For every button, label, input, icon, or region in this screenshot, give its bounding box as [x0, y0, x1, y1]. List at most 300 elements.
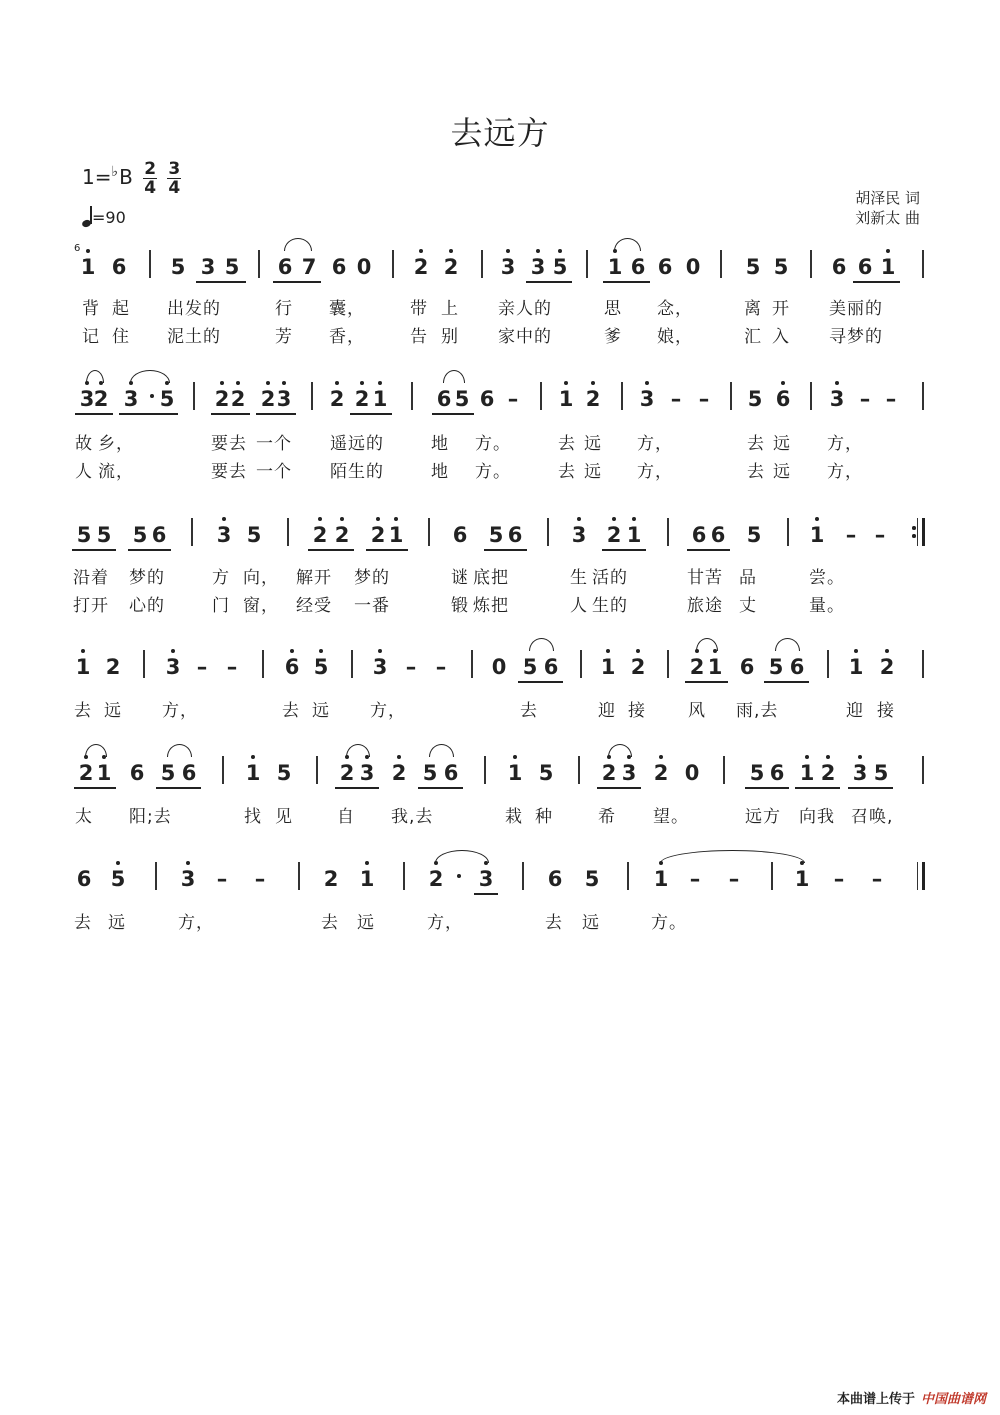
- lyric-syllable: 方，: [178, 913, 214, 933]
- final-bar-line: [917, 518, 926, 546]
- lyric-syllable: 出发的: [167, 299, 221, 319]
- bar-line: [578, 756, 580, 784]
- note: 2: [365, 522, 391, 548]
- lyric-syllable: 乡，: [98, 434, 134, 454]
- bar-line: [481, 250, 483, 278]
- lyric-syllable: 陌生的: [330, 462, 384, 482]
- note: 5: [538, 761, 554, 785]
- footer: [837, 1388, 986, 1407]
- note: 6: [770, 386, 796, 412]
- lyric-syllable: 远: [108, 913, 126, 933]
- note: 2: [596, 760, 622, 786]
- lyric-syllable: 雨,去: [736, 701, 779, 721]
- note: 3: [824, 386, 850, 412]
- bar-line: [298, 862, 300, 890]
- bar-line: [522, 862, 524, 890]
- lyric-syllable: 去: [74, 913, 92, 933]
- lyric-syllable: 接: [628, 701, 646, 721]
- lyric-syllable: 人: [75, 462, 93, 482]
- note: 5: [746, 523, 762, 547]
- note: 2: [423, 866, 449, 892]
- note: 6: [111, 255, 127, 279]
- note: 1: [367, 386, 393, 412]
- bar-line: [540, 382, 542, 410]
- note: 2: [105, 655, 121, 679]
- note: 5: [747, 387, 763, 411]
- note: 3: [118, 386, 144, 412]
- bar-line: [730, 382, 732, 410]
- note: 3: [473, 866, 499, 892]
- augmentation-dot: [457, 874, 461, 878]
- eighth-underline: [848, 787, 893, 789]
- key-prefix: 1=: [82, 165, 112, 189]
- note: 3: [200, 255, 216, 279]
- eighth-underline: [484, 549, 527, 551]
- note: 2: [874, 654, 900, 680]
- note: 6: [543, 655, 559, 679]
- lyric-syllable: 汇: [744, 327, 762, 347]
- lyric-syllable: 迎: [598, 701, 616, 721]
- lyric-syllable: 召唤,: [851, 807, 894, 827]
- note: 5: [745, 255, 761, 279]
- note: 1: [75, 254, 101, 280]
- lyric-syllable: 一番: [354, 596, 390, 616]
- bar-line: [411, 382, 413, 410]
- bar-line: [720, 250, 722, 278]
- eighth-underline: [211, 413, 250, 415]
- bar-line: [258, 250, 260, 278]
- bar-line: [149, 250, 151, 278]
- lyric-syllable: 窗，: [243, 596, 279, 616]
- bar-line: [547, 518, 549, 546]
- dash-extension: –: [196, 655, 208, 679]
- bar-line: [922, 756, 924, 784]
- eighth-underline: [764, 681, 809, 683]
- final-bar-line: [917, 862, 926, 890]
- eighth-underline: [432, 413, 474, 415]
- notation-system: [0, 852, 1000, 912]
- note: 6: [452, 523, 468, 547]
- slur-arc: [284, 238, 312, 251]
- lyric-syllable: 要去: [211, 462, 247, 482]
- note: 5: [96, 523, 112, 547]
- lyric-syllable: 去: [74, 701, 92, 721]
- footer-text: 本曲谱上传于: [836, 1392, 915, 1407]
- dash-extension: –: [859, 387, 871, 411]
- lyric-line: [0, 429, 1000, 455]
- note: 2: [329, 522, 355, 548]
- note: 6: [739, 655, 755, 679]
- dash-extension: –: [254, 867, 266, 891]
- note: 1: [804, 522, 830, 548]
- bar-line: [810, 250, 812, 278]
- lyric-syllable: 风: [688, 701, 706, 721]
- note: 5: [522, 655, 538, 679]
- eighth-underline: [597, 787, 641, 789]
- eighth-underline: [256, 413, 296, 415]
- note: 6: [547, 867, 563, 891]
- dash-extension: –: [507, 387, 519, 411]
- lyric-syllable: 去: [545, 913, 563, 933]
- lyric-syllable: 芳: [275, 327, 293, 347]
- lyric-syllable: 方，: [370, 701, 406, 721]
- note: 3: [566, 522, 592, 548]
- note: 3: [616, 760, 642, 786]
- slur-arc: [346, 744, 370, 757]
- bar-line: [222, 756, 224, 784]
- slur-arc: [435, 850, 489, 863]
- note: 3: [211, 522, 237, 548]
- bar-line: [667, 518, 669, 546]
- eighth-underline: [366, 549, 408, 551]
- bar-line: [580, 650, 582, 678]
- dash-extension: –: [216, 867, 228, 891]
- site-logo: 中国曲谱网: [920, 1392, 986, 1407]
- lyric-syllable: 希: [598, 807, 616, 827]
- note: 2: [323, 867, 339, 891]
- note: 2: [815, 760, 841, 786]
- lyric-syllable: 远方: [745, 807, 781, 827]
- bar-line: [771, 862, 773, 890]
- lyric-syllable: 方。: [651, 913, 687, 933]
- lyric-syllable: 囊，: [329, 299, 365, 319]
- slur-arc: [86, 370, 104, 383]
- lyric-syllable: 远: [584, 434, 602, 454]
- bar-line: [484, 756, 486, 784]
- lyric-syllable: 我,去: [391, 807, 434, 827]
- lyric-syllable: 远: [357, 913, 375, 933]
- lyric-syllable: 迎: [846, 701, 864, 721]
- eighth-underline: [156, 787, 201, 789]
- lyric-syllable: 经受: [296, 596, 332, 616]
- notation-system: [0, 240, 1000, 300]
- note: 5: [276, 761, 292, 785]
- slur-arc: [429, 744, 454, 757]
- note: 5: [154, 386, 180, 412]
- lyric-syllable: 开: [772, 299, 790, 319]
- lyric-syllable: 遥远的: [330, 434, 384, 454]
- lyric-syllable: 泥土的: [167, 327, 221, 347]
- bar-line: [392, 250, 394, 278]
- slur-arc: [775, 638, 800, 651]
- lyric-syllable: 品: [739, 568, 757, 588]
- lyric-syllable: 锻: [451, 596, 469, 616]
- lyric-syllable: 种: [535, 807, 553, 827]
- lyric-syllable: 地: [431, 434, 449, 454]
- lyric-syllable: 梦的: [129, 568, 165, 588]
- lyric-syllable: 上: [441, 299, 459, 319]
- lyric-syllable: 方。: [475, 434, 511, 454]
- lyric-syllable: 行: [275, 299, 293, 319]
- note: 2: [684, 654, 710, 680]
- eighth-underline: [418, 787, 463, 789]
- lyric-syllable: 方，: [637, 434, 673, 454]
- note: 7: [301, 255, 317, 279]
- note: 6: [710, 523, 726, 547]
- lyric-syllable: 方，: [427, 913, 463, 933]
- note: 3: [271, 386, 297, 412]
- pickup-note: 6: [74, 243, 81, 254]
- note: 1: [354, 866, 380, 892]
- lyric-line: [0, 696, 1000, 722]
- tempo-eq: =: [92, 208, 106, 227]
- lyric-syllable: 活的: [592, 568, 628, 588]
- lyric-syllable: 方，: [827, 462, 863, 482]
- bar-line: [723, 756, 725, 784]
- eighth-underline: [603, 281, 650, 283]
- lyric-syllable: 打开: [73, 596, 109, 616]
- key-signature: [82, 160, 181, 197]
- note: 1: [553, 386, 579, 412]
- eighth-underline: [74, 787, 116, 789]
- note: 6: [279, 654, 305, 680]
- lyric-line: [0, 591, 1000, 617]
- note: 1: [595, 654, 621, 680]
- bar-line: [627, 862, 629, 890]
- lyric-syllable: 别: [441, 327, 459, 347]
- note: 3: [525, 254, 551, 280]
- time-signature-2-4: $\frac{2}{4}$: [144, 159, 157, 198]
- note: 1: [502, 760, 528, 786]
- note: 1: [383, 522, 409, 548]
- note: 5: [584, 867, 600, 891]
- lyric-syllable: 一个: [256, 462, 292, 482]
- lyric-syllable: 接: [877, 701, 895, 721]
- note: 2: [73, 760, 99, 786]
- note: 5: [105, 866, 131, 892]
- note: 6: [691, 523, 707, 547]
- note: 2: [625, 654, 651, 680]
- lyric-syllable: 自: [337, 807, 355, 827]
- notation-system: [0, 508, 1000, 568]
- lyric-syllable: 思: [604, 299, 622, 319]
- dash-extension: –: [698, 387, 710, 411]
- note: 5: [773, 255, 789, 279]
- eighth-underline: [853, 281, 900, 283]
- lyric-syllable: 门: [212, 596, 230, 616]
- lyric-syllable: 故: [75, 434, 93, 454]
- lyric-syllable: 念，: [657, 299, 693, 319]
- note: 2: [209, 386, 235, 412]
- lyric-syllable: 阳;去: [129, 807, 172, 827]
- bar-line: [922, 382, 924, 410]
- eighth-underline: [128, 549, 171, 551]
- note: 2: [386, 760, 412, 786]
- note: 3: [74, 386, 100, 412]
- eighth-underline: [518, 681, 563, 683]
- eighth-underline: [602, 549, 646, 551]
- eighth-underline: [335, 787, 379, 789]
- tempo-marking: [82, 205, 126, 227]
- note: 2: [438, 254, 464, 280]
- lyric-syllable: 远: [104, 701, 122, 721]
- lyric-syllable: 太: [75, 807, 93, 827]
- key-note: B: [119, 165, 133, 189]
- lyric-syllable: 家中的: [498, 327, 552, 347]
- lyric-syllable: 美丽的: [829, 299, 883, 319]
- dash-extension: –: [833, 867, 845, 891]
- note: 0: [491, 655, 507, 679]
- lyric-syllable: 找: [244, 807, 262, 827]
- note: 5: [246, 523, 262, 547]
- note: 6: [630, 255, 646, 279]
- note: 2: [334, 760, 360, 786]
- lyric-syllable: 望。: [653, 807, 689, 827]
- dash-extension: –: [435, 655, 447, 679]
- lyric-line: [0, 908, 1000, 934]
- lyric-syllable: 炼把: [473, 596, 509, 616]
- lyric-syllable: 生的: [592, 596, 628, 616]
- eighth-underline: [196, 281, 246, 283]
- lyric-line: [0, 457, 1000, 483]
- quarter-note-icon: [82, 205, 92, 227]
- note: 6: [789, 655, 805, 679]
- lyric-syllable: 远: [582, 913, 600, 933]
- note: 1: [843, 654, 869, 680]
- note: 5: [422, 761, 438, 785]
- note: 6: [151, 523, 167, 547]
- lyric-syllable: 去: [558, 462, 576, 482]
- note: 3: [634, 386, 660, 412]
- bar-line: [586, 250, 588, 278]
- lyric-syllable: 远: [773, 434, 791, 454]
- dash-extension: –: [871, 867, 883, 891]
- lyric-syllable: 去: [558, 434, 576, 454]
- eighth-underline: [273, 281, 321, 283]
- slur-arc: [614, 238, 641, 251]
- bar-line: [827, 650, 829, 678]
- flat-sign: ♭: [111, 164, 119, 180]
- bar-line: [471, 650, 473, 678]
- eighth-underline: [75, 413, 113, 415]
- page-title: 去远方: [450, 114, 550, 152]
- note: 6: [443, 761, 459, 785]
- note: 2: [601, 522, 627, 548]
- lyric-syllable: 寻梦的: [829, 327, 883, 347]
- notation-system: [0, 746, 1000, 806]
- note: 6: [479, 387, 495, 411]
- dash-extension: –: [689, 867, 701, 891]
- bar-line: [922, 650, 924, 678]
- notation-system: [0, 640, 1000, 700]
- note: 6: [331, 255, 347, 279]
- slur-arc: [443, 370, 465, 383]
- note: 2: [408, 254, 434, 280]
- note: 3: [495, 254, 521, 280]
- bar-line: [262, 650, 264, 678]
- note: 3: [160, 654, 186, 680]
- lyric-syllable: 梦的: [354, 568, 390, 588]
- dash-extension: –: [845, 523, 857, 547]
- lyric-syllable: 离: [744, 299, 762, 319]
- note: 2: [225, 386, 251, 412]
- eighth-underline: [474, 893, 498, 895]
- bar-line: [155, 862, 157, 890]
- eighth-underline: [795, 787, 840, 789]
- bar-line: [667, 650, 669, 678]
- note: 3: [175, 866, 201, 892]
- dash-extension: –: [405, 655, 417, 679]
- dash-extension: –: [874, 523, 886, 547]
- lyric-syllable: 方，: [162, 701, 198, 721]
- note: 1: [794, 760, 820, 786]
- note: 0: [685, 255, 701, 279]
- note: 1: [875, 254, 901, 280]
- lyric-syllable: 流，: [98, 462, 134, 482]
- note: 5: [488, 523, 504, 547]
- slur-arc: [608, 744, 632, 757]
- eighth-underline: [119, 413, 178, 415]
- lyric-syllable: 方。: [475, 462, 511, 482]
- note: 2: [349, 386, 375, 412]
- lyricist-credit: 胡泽民 词: [855, 189, 920, 207]
- lyric-syllable: 住: [112, 327, 130, 347]
- note: 1: [70, 654, 96, 680]
- lyric-syllable: 去: [282, 701, 300, 721]
- bar-line: [193, 382, 195, 410]
- slur-arc: [85, 744, 107, 757]
- note: 2: [255, 386, 281, 412]
- note: 2: [648, 760, 674, 786]
- lyric-syllable: 丈: [739, 596, 757, 616]
- time-signature-3-4: $\frac{3}{4}$: [168, 159, 181, 198]
- lyric-syllable: 生: [570, 568, 588, 588]
- note: 5: [873, 761, 889, 785]
- lyric-syllable: 心的: [129, 596, 165, 616]
- note: 1: [602, 254, 628, 280]
- bar-line: [403, 862, 405, 890]
- note: 5: [768, 655, 784, 679]
- eighth-underline: [745, 787, 789, 789]
- lyric-syllable: 沿着: [73, 568, 109, 588]
- note: 5: [170, 255, 186, 279]
- note: 6: [181, 761, 197, 785]
- note: 3: [847, 760, 873, 786]
- lyric-syllable: 方，: [827, 434, 863, 454]
- note: 5: [308, 654, 334, 680]
- bar-line: [810, 382, 812, 410]
- note: 6: [277, 255, 293, 279]
- bar-line: [428, 518, 430, 546]
- note: 5: [132, 523, 148, 547]
- lyric-line: [0, 802, 1000, 828]
- lyric-syllable: 娘，: [657, 327, 693, 347]
- lyric-syllable: 带: [410, 299, 428, 319]
- note: 6: [129, 761, 145, 785]
- lyric-syllable: 方，: [637, 462, 673, 482]
- lyric-syllable: 香，: [329, 327, 365, 347]
- note: 6: [507, 523, 523, 547]
- lyric-syllable: 去: [321, 913, 339, 933]
- lyric-syllable: 去: [747, 462, 765, 482]
- note: 5: [749, 761, 765, 785]
- bar-line: [287, 518, 289, 546]
- lyric-syllable: 记: [82, 327, 100, 347]
- slur-arc: [130, 370, 170, 383]
- dash-extension: –: [885, 387, 897, 411]
- slur-arc: [660, 850, 805, 863]
- note: 5: [224, 255, 240, 279]
- lyric-syllable: 向，: [243, 568, 279, 588]
- eighth-underline: [685, 681, 728, 683]
- note: 1: [91, 760, 117, 786]
- lyric-syllable: 要去: [211, 434, 247, 454]
- bar-line: [621, 382, 623, 410]
- note: 6: [857, 255, 873, 279]
- lyric-line: [0, 563, 1000, 589]
- lyric-syllable: 栽: [505, 807, 523, 827]
- composer-credit: 刘新太 曲: [855, 209, 920, 227]
